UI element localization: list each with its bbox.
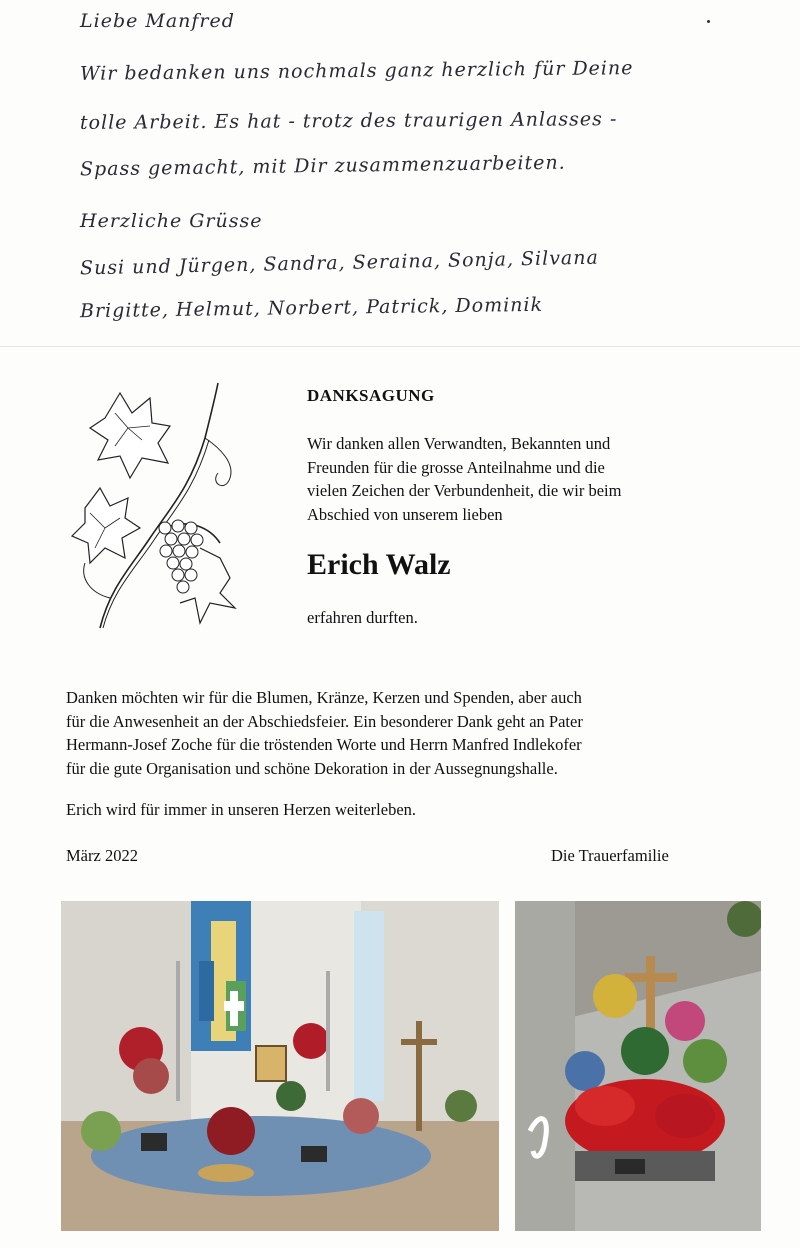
- intro-paragraph: [307, 432, 727, 526]
- handwritten-line: Spass gemacht, mit Dir zusammenzuarbeiten.: [79, 151, 566, 181]
- handwritten-regards: Herzliche Grüsse: [80, 210, 263, 232]
- intro-line: Wir danken allen Verwandten, Bekannten und: [307, 434, 611, 453]
- grave-photo: [515, 901, 761, 1231]
- handwritten-line: Wir bedanken uns nochmals ganz herzlich für Deine: [79, 57, 634, 85]
- date-text: März 2022: [66, 846, 138, 865]
- handwritten-greeting: Liebe Manfred: [80, 10, 235, 32]
- handwritten-signature: Brigitte, Helmut, Norbert, Patrick, Dominik: [79, 293, 544, 323]
- intro-line: Abschied von unserem lieben: [307, 504, 503, 524]
- intro-line: Freunden für die grosse Anteilnahme und die: [307, 457, 605, 477]
- body-line: Hermann-Josef Zoche für die tröstenden Worte und Herrn Manfred Indlekofer: [66, 735, 582, 754]
- closing-text: erfahren durften.: [307, 608, 418, 627]
- grapevine-illustration: [70, 378, 245, 633]
- deceased-name: Erich Walz: [307, 548, 451, 581]
- thanks-paragraph: [66, 686, 746, 780]
- divider: [0, 346, 800, 347]
- signoff-text: Die Trauerfamilie: [551, 846, 669, 865]
- handwritten-line: tolle Arbeit. Es hat - trotz des traurigen Anlasses -: [79, 108, 618, 134]
- body-line: für die Anwesenheit an der Abschiedsfeier. Ein besonderer Dank geht an Pater: [66, 711, 583, 731]
- chapel-photo: [61, 901, 499, 1231]
- body-line: für die gute Organisation und schöne Dekoration in der Aussegnungshalle.: [66, 758, 558, 778]
- handwritten-note: [0, 0, 800, 345]
- card-heading: DANKSAGUNG: [307, 386, 435, 405]
- body-line: Danken möchten wir für die Blumen, Kränze, Kerzen und Spenden, aber auch: [66, 688, 582, 707]
- intro-line: vielen Zeichen der Verbundenheit, die wir beim: [307, 481, 622, 500]
- handwritten-signature: Susi und Jürgen, Sandra, Seraina, Sonja, Silvana: [79, 246, 600, 280]
- ink-dot: [707, 20, 710, 23]
- farewell-text: Erich wird für immer in unseren Herzen weiterleben.: [66, 800, 417, 819]
